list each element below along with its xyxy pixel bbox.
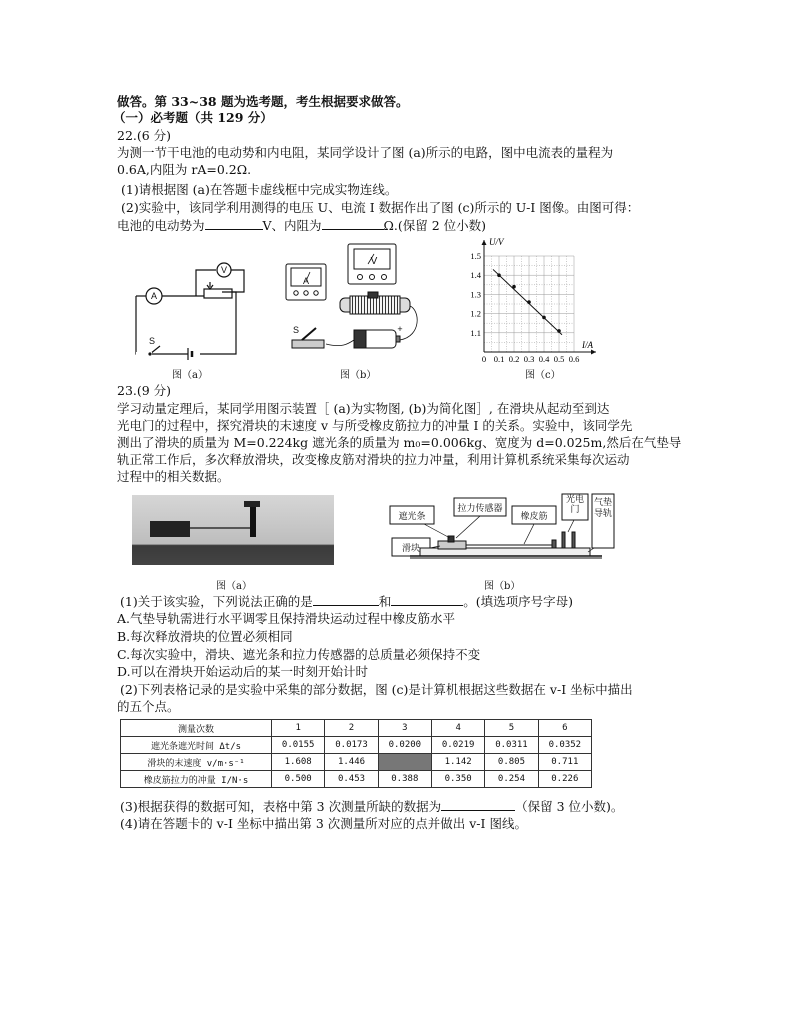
table-row bbox=[121, 754, 592, 771]
table-cell: 0.388 bbox=[378, 771, 431, 788]
q23-sub-3 bbox=[120, 798, 623, 815]
table-header-cell: 4 bbox=[431, 720, 484, 737]
q22-part-2: (2)实验中，该同学利用测得的电压 U、电流 I 数据作出了图 (c)所示的 U-I 图像。由图可得： bbox=[121, 200, 640, 215]
y-tick-label: 1.2 bbox=[470, 308, 481, 319]
missing-cell bbox=[378, 754, 431, 771]
table-cell: 0.254 bbox=[485, 771, 538, 788]
data-point bbox=[497, 273, 501, 277]
answer-blank-1[interactable] bbox=[313, 593, 379, 606]
q22-part-3 bbox=[117, 217, 486, 234]
option-d: D.可以在滑块开始运动后的某一时刻开始计时 bbox=[117, 664, 369, 679]
battery-plus-label: + bbox=[397, 324, 403, 334]
q23-line-2: 光电门的过程中，探究滑块的末速度 v 与所受橡皮筋拉力的冲量 I 的关系。实验中，该同学先 bbox=[117, 418, 633, 433]
x-axis-arrow bbox=[591, 350, 596, 355]
x-tick-label: 0.2 bbox=[508, 354, 520, 364]
q23-line-5: 过程中的相关数据。 bbox=[117, 469, 230, 484]
option-b: B.每次释放滑块的位置必须相同 bbox=[117, 629, 293, 644]
table-cell: 0.0352 bbox=[538, 737, 591, 754]
data-point bbox=[557, 329, 561, 333]
resistance-label: V、内阻为 bbox=[262, 218, 322, 233]
q22-fig-b-caption: 图（b） bbox=[340, 370, 377, 381]
q23-sub-1-note: 。(填选项序号字母) bbox=[463, 594, 573, 609]
circuit-diagram bbox=[128, 258, 248, 362]
q23-sub-1-and: 和 bbox=[378, 594, 392, 609]
table-header-row bbox=[121, 720, 592, 737]
emf-label: 电池的电动势为 bbox=[117, 218, 205, 233]
q22-number: 22.(6 分) bbox=[117, 128, 172, 143]
y-tick-label: 1.1 bbox=[470, 327, 481, 338]
apparatus-voltmeter-label: V bbox=[370, 256, 378, 267]
table-cell: 0.0311 bbox=[485, 737, 538, 754]
y-axis-arrow bbox=[482, 240, 487, 245]
q22-line-1: 为测一节干电池的电动势和内电阻，某同学设计了图 (a)所示的电路，图中电流表的量程为 bbox=[117, 145, 614, 160]
q23-sub-1 bbox=[120, 593, 573, 610]
q22-fig-a-caption: 图（a） bbox=[172, 370, 208, 381]
table-header-cell: 2 bbox=[325, 720, 378, 737]
q23-fig-a-caption: 图（a） bbox=[216, 581, 252, 592]
apparatus-switch-label: S bbox=[292, 325, 300, 335]
table-cell: 0.350 bbox=[431, 771, 484, 788]
data-point bbox=[512, 285, 516, 289]
option-a: A.气垫导轨需进行水平调零且保持滑块运动过程中橡皮筋水平 bbox=[117, 611, 456, 626]
q23-number: 23.(9 分) bbox=[117, 383, 172, 398]
q23-sub-2-line-1: (2)下列表格记录的是实验中采集的部分数据，图 (c)是计算机根据这些数据在 v-I 坐标中描出 bbox=[120, 682, 633, 697]
table-header-cell: 3 bbox=[378, 720, 431, 737]
table-cell: 0.0200 bbox=[378, 737, 431, 754]
table-row-label: 橡皮筋拉力的冲量 I/N·s bbox=[121, 771, 272, 788]
q22-fig-c-caption: 图（c） bbox=[525, 370, 561, 381]
x-tick-label: 0 bbox=[481, 354, 487, 364]
x-tick-label: 0.1 bbox=[493, 354, 505, 364]
table-cell: 0.453 bbox=[325, 771, 378, 788]
table-cell: 0.0219 bbox=[431, 737, 484, 754]
data-table bbox=[120, 719, 592, 788]
resistance-blank[interactable] bbox=[322, 217, 384, 230]
table-cell: 1.446 bbox=[325, 754, 378, 771]
table-cell: 0.711 bbox=[538, 754, 591, 771]
q23-fig-b-caption: 图（b） bbox=[484, 581, 521, 592]
intro-line-2: （一）必考题（共 129 分） bbox=[113, 110, 273, 125]
table-cell: 1.142 bbox=[431, 754, 484, 771]
apparatus-photo bbox=[132, 495, 334, 565]
data-point bbox=[542, 316, 546, 320]
q23-sub-2-line-2: 的五个点。 bbox=[117, 699, 180, 714]
answer-blank-2[interactable] bbox=[391, 593, 463, 606]
chart-axes bbox=[482, 237, 597, 355]
table-cell: 1.608 bbox=[272, 754, 325, 771]
x-tick-label: 0.5 bbox=[553, 354, 565, 364]
table-header-cell: 测量次数 bbox=[121, 720, 272, 737]
table-header-cell: 1 bbox=[272, 720, 325, 737]
y-tick-label: 1.5 bbox=[470, 251, 481, 261]
table-cell: 0.805 bbox=[485, 754, 538, 771]
table-row bbox=[121, 737, 592, 754]
apparatus-ammeter-label: A bbox=[302, 276, 310, 286]
q23-sub-1-text: (1)关于该实验，下列说法正确的是 bbox=[120, 594, 313, 609]
option-c: C.每次实验中，滑块、遮光条和拉力传感器的总质量必须保持不变 bbox=[117, 647, 481, 662]
answer-blank-3[interactable] bbox=[441, 798, 515, 811]
q22-part-1: (1)请根据图 (a)在答题卡虚线框中完成实物连线。 bbox=[121, 182, 398, 197]
x-tick-label: 0.4 bbox=[538, 354, 550, 364]
q23-sub-3-text: (3)根据获得的数据可知，表格中第 3 次测量所缺的数据为 bbox=[120, 799, 442, 814]
table-cell: 0.226 bbox=[538, 771, 591, 788]
table-cell: 0.500 bbox=[272, 771, 325, 788]
label-zheguangtiao: 遮光条 bbox=[398, 512, 426, 522]
label-rubber: 橡皮筋 bbox=[520, 512, 548, 522]
table-row-label: 滑块的末速度 v/m·s⁻¹ bbox=[121, 754, 272, 771]
switch-label: S bbox=[148, 336, 156, 346]
intro-line-1: 做答。第 33~38 题为选考题，考生根据要求做答。 bbox=[117, 94, 409, 109]
y-tick-label: 1.4 bbox=[470, 270, 481, 281]
chart-ticks bbox=[470, 251, 579, 364]
emf-blank[interactable] bbox=[205, 217, 263, 230]
voltmeter-label: V bbox=[220, 265, 228, 275]
ammeter-label: A bbox=[150, 291, 158, 301]
x-tick-label: 0.6 bbox=[568, 354, 580, 364]
label-sensor: 拉力传感器 bbox=[457, 504, 503, 514]
apparatus-drawing bbox=[282, 240, 432, 362]
table-row-label: 遮光条遮光时间 Δt/s bbox=[121, 737, 272, 754]
label-slider: 滑块 bbox=[401, 544, 421, 554]
q23-line-4: 轨正常工作后，多次释放滑块，改变橡皮筋对滑块的拉力冲量，利用计算机系统采集每次运动 bbox=[117, 452, 630, 467]
table-row bbox=[121, 771, 592, 788]
data-point bbox=[527, 300, 531, 304]
x-tick-label: 0.3 bbox=[523, 354, 535, 364]
q23-sub-3-note: （保留 3 位小数)。 bbox=[515, 799, 624, 814]
q23-line-1: 学习动量定理后，某同学用图示装置［ (a)为实物图, (b)为简化图］, 在滑块从起动至到达 bbox=[117, 401, 610, 416]
table-cell: 0.0155 bbox=[272, 737, 325, 754]
ui-chart bbox=[462, 234, 612, 366]
table-header-cell: 6 bbox=[538, 720, 591, 737]
x-axis-label: I/A bbox=[582, 340, 593, 350]
q22-line-2: 0.6A,内阻为 rA=0.2Ω. bbox=[117, 162, 252, 177]
precision-note: Ω.(保留 2 位小数) bbox=[383, 218, 487, 233]
y-tick-label: 1.3 bbox=[470, 289, 481, 300]
y-axis-label: U/V bbox=[489, 237, 504, 247]
q23-sub-4: (4)请在答题卡的 v-I 坐标中描出第 3 次测量所对应的点并做出 v-I 图线。 bbox=[120, 816, 527, 831]
label-gate: 光电门 bbox=[565, 495, 584, 515]
table-cell: 0.0173 bbox=[325, 737, 378, 754]
table-header-cell: 5 bbox=[485, 720, 538, 737]
q23-line-3: 测出了滑块的质量为 M=0.224kg 遮光条的质量为 m₀=0.006kg、宽度为 d=0.025m,然后在气垫导 bbox=[117, 435, 682, 450]
label-rail: 气垫导轨 bbox=[593, 498, 612, 519]
